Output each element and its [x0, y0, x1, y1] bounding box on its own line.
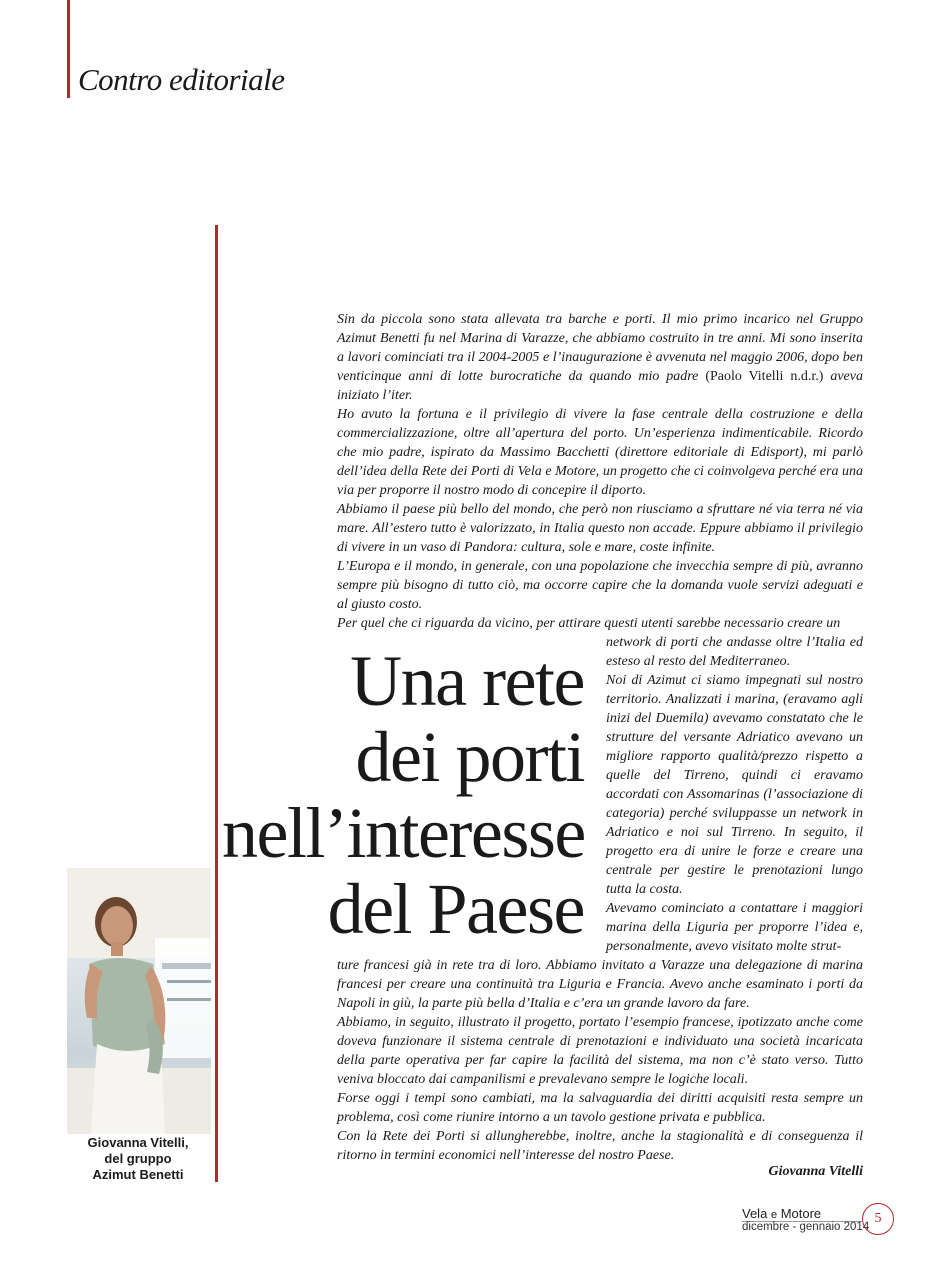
- section-title: Contro editoriale: [78, 62, 285, 97]
- issue-date: dicembre - gennaio 2014: [742, 1221, 870, 1233]
- paragraph-5-start: Per quel che ci riguarda da vicino, per attirare questi utenti sarebbe necessario creare un: [337, 616, 841, 631]
- paragraph-6: Noi di Azimut ci siamo impegnati sul nostro territorio. Analizzati i marina, (eravamo agli inizi del Duemila) avevamo constatato che le strutture del versante Adriatico avevano un migliore rapporto qualità/prezzo rispetto a quelle del Tirreno, quindi ci eravamo accordati con Assomarinas (l’associazione di categoria) perché sviluppasse un network in Adriatico e noi sul Tirreno. In seguito, il progetto era di unire le forze e creare una centrale per gestire le prenotazioni lungo tutta la costa.: [606, 673, 863, 897]
- paragraph-1-note: (Paolo Vitelli n.d.r.): [705, 369, 824, 384]
- photo-caption: Giovanna Vitelli, del gruppo Azimut Benetti: [87, 1135, 189, 1182]
- article-text-bottom: [337, 956, 863, 1165]
- section-accent-rule: [67, 0, 70, 98]
- paragraph-9: Forse oggi i tempi sono cambiati, ma la salvaguardia dei diritti acquisiti resta sempre un problema, così come riunire intorno a un tavolo gestione privata e pubblica.: [337, 1091, 863, 1125]
- paragraph-5-end: network di porti che andasse oltre l’Italia ed esteso al resto del Mediterraneo.: [606, 635, 863, 669]
- paragraph-2: Ho avuto la fortuna e il privilegio di vivere la fase centrale della costruzione e della commercializzazione, oltre all’apertura del porto. Un’esperienza indimenticabile. Ricordo che mio padre, ispirato da Massimo Bacchetti (direttore editoriale di Edisport), mi parlò dell’idea della Rete dei Porti di Vela e Motore, un progetto che ci coinvolgeva perché era una via per proporre il nostro modo di concepire il diporto.: [337, 407, 863, 498]
- headline: [222, 643, 584, 947]
- article-accent-rule: [215, 225, 218, 1182]
- paragraph-3: Abbiamo il paese più bello del mondo, che però non riusciamo a sfruttare né via terra né via mare. All’estero tutto è valorizzato, in Italia questo non accade. Eppure abbiamo il privilegio di vivere in un vaso di Pandora: cultura, sole e mare, coste infinite.: [337, 502, 863, 555]
- author-signature: Giovanna Vitelli: [768, 1164, 863, 1179]
- author-photo: [67, 868, 211, 1134]
- page-number: 5: [862, 1203, 894, 1235]
- paragraph-7-end: ture francesi già in rete tra di loro. Abbiamo invitato a Varazze una delegazione di marina francesi per creare una continuità tra Liguria e Francia. Avevo anche esaminato i porti da Napoli in giù, la parte più bella d’Italia e c’era un grande lavoro da fare.: [337, 958, 863, 1011]
- article-text-side: [606, 633, 863, 956]
- headline-line: del Paese: [327, 869, 584, 949]
- magazine-name: Vela e Motore: [742, 1206, 822, 1221]
- article-text-top: [337, 310, 863, 633]
- headline-line: Una rete: [350, 641, 584, 721]
- paragraph-1: Sin da piccola sono stata allevata tra barche e porti. Il mio primo incarico nel Gruppo Azimut Benetti fu nel Marina di Varazze, che abbiamo costruito in tre anni. Mi sono inserita a lavori cominciati tra il 2004-2005 e l’inaugurazione è avvenuta nel maggio 2006, dopo ben venticinque anni di lotte burocratiche da quando mio padre (Paolo Vitelli n.d.r.) aveva iniziato l’iter.: [337, 312, 863, 403]
- headline-line: dei porti: [355, 717, 584, 797]
- paragraph-10: Con la Rete dei Porti si allungherebbe, inoltre, anche la stagionalità e di conseguenza il ritorno in termini economici nell’interesse del nostro Paese.: [337, 1129, 863, 1163]
- paragraph-7-start: Avevamo cominciato a contattare i maggiori marina della Liguria per proporre l’idea e, personalmente, avevo visitato molte strut-: [606, 901, 863, 954]
- headline-line: nell’interesse: [222, 793, 585, 873]
- author-photo-illustration: [67, 868, 211, 1134]
- paragraph-4: L’Europa e il mondo, in generale, con una popolazione che invecchia sempre di più, avranno sempre più bisogno di tutto ciò, ma occorre capire che la domanda vuole servizi adeguati e al giusto costo.: [337, 559, 863, 612]
- paragraph-8: Abbiamo, in seguito, illustrato il progetto, portato l’esempio francese, ipotizzato anche come doveva funzionare il sistema centrale di prenotazioni e individuato una società incaricata della parte operativa per far capire la facilità del sistema, ma non c’è stato verso. Tutto veniva bloccato dai campanilismi e prevalevano sempre le logiche locali.: [337, 1015, 863, 1087]
